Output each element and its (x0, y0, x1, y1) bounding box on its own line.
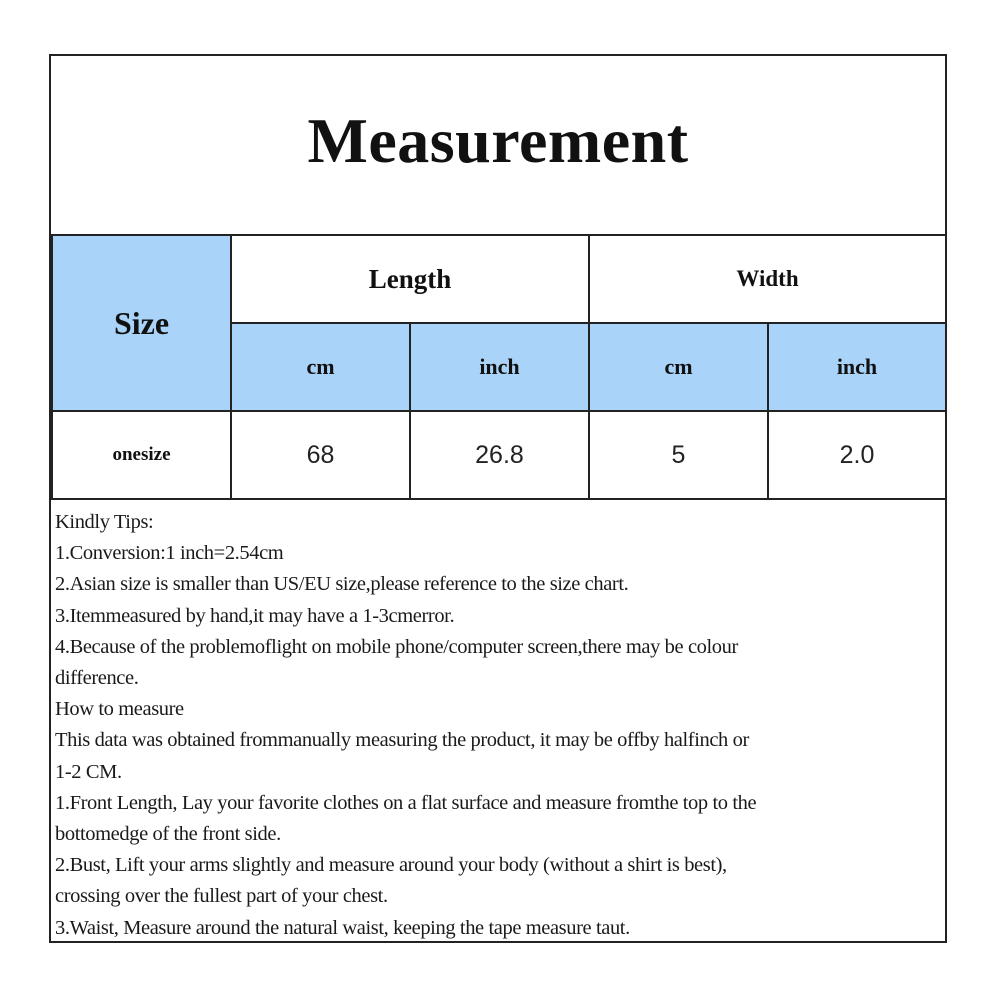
width-inch-value: 2.0 (768, 411, 946, 499)
size-table (51, 234, 947, 500)
chart-title: Measurement (307, 105, 689, 176)
tip-line: 1-2 CM. (55, 760, 122, 783)
tips-heading: Kindly Tips: (55, 511, 154, 533)
width-group-header: Width (589, 235, 946, 323)
unit-header-width-inch: inch (768, 323, 946, 411)
tips-section (51, 500, 945, 944)
tip-line: 3.Waist, Measure around the natural waist, keeping the tape measure taut. (55, 916, 630, 939)
title-area (51, 56, 945, 236)
measurement-chart (49, 54, 947, 943)
tip-line: crossing over the fullest part of your chest. (55, 885, 388, 908)
unit-header-length-inch: inch (410, 323, 589, 411)
length-cm-value: 68 (231, 411, 410, 499)
size-column-header: Size (52, 235, 231, 411)
unit-header-width-cm: cm (589, 323, 768, 411)
tip-line: 4.Because of the problemoflight on mobile phone/computer screen,there may be colour (55, 635, 738, 658)
tip-line: 2.Bust, Lift your arms slightly and measure around your body (without a shirt is best), (55, 854, 727, 877)
tip-line: 2.Asian size is smaller than US/EU size,please reference to the size chart. (55, 573, 629, 596)
how-to-measure-heading: How to measure (55, 698, 184, 721)
tip-line: 1.Conversion:1 inch=2.54cm (55, 542, 284, 565)
length-group-header: Length (231, 235, 589, 323)
table-header-row (52, 235, 946, 323)
tip-line: bottomedge of the front side. (55, 823, 281, 846)
width-cm-value: 5 (589, 411, 768, 499)
tip-line: difference. (55, 667, 139, 690)
tip-line: 1.Front Length, Lay your favorite clothes on a flat surface and measure fromthe top to the (55, 791, 757, 814)
table-row (52, 411, 946, 499)
tip-line: 3.Itemmeasured by hand,it may have a 1-3cmerror. (55, 604, 455, 627)
length-inch-value: 26.8 (410, 411, 589, 499)
size-label: onesize (52, 411, 231, 499)
tip-line: This data was obtained frommanually measuring the product, it may be offby halfinch or (55, 729, 749, 752)
unit-header-length-cm: cm (231, 323, 410, 411)
